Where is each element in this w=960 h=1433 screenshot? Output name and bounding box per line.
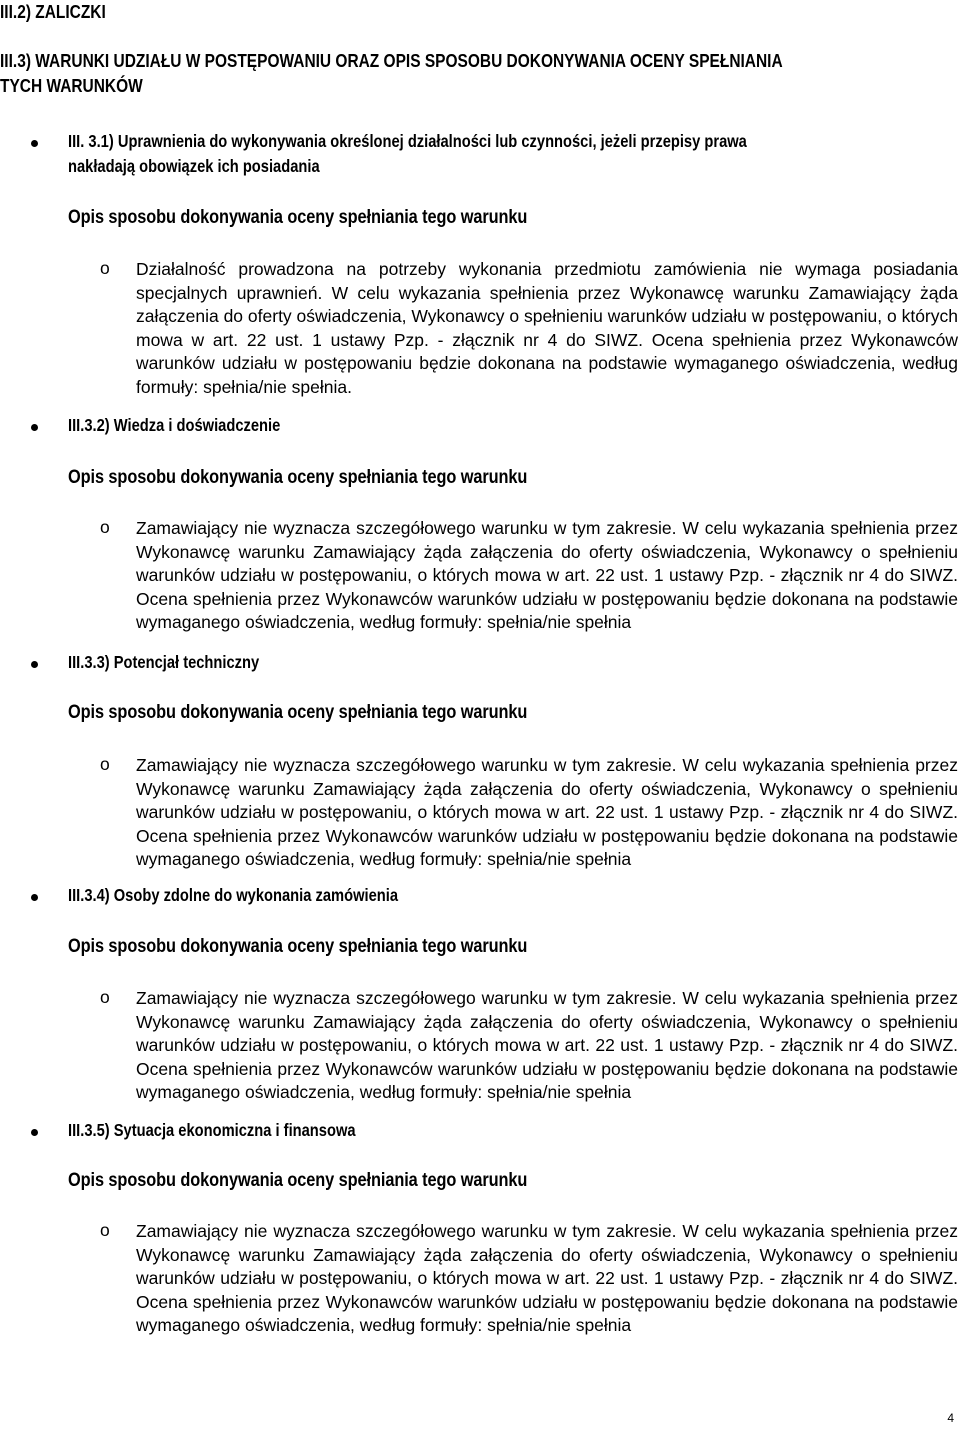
item-title-3-3: III.3.3) Potencjał techniczny: [68, 652, 260, 672]
bullet-icon: [31, 140, 38, 147]
section-heading-warunki-line2: TYCH WARUNKÓW: [0, 76, 143, 96]
opis-label: Opis sposobu dokonywania oceny spełniania tego warunku: [68, 207, 528, 228]
item-body-3-1: Działalność prowadzona na potrzeby wykonania przedmiotu zamówienia nie wymaga posiadania specjalnych uprawnień. W celu wykazania spełnienia przez Wykonawcę warunku Zamawiający żąda załączenia do oferty oświadczenia, Wykonawcy o spełnieniu warunków udziału w postępowaniu, o których mowa w art. 22 ust. 1 ustawy Pzp. - złącznik nr 4 do SIWZ. Ocena spełnienia przez Wykonawców warunków udziału w postępowaniu będzie dokonana na podstawie wymaganego oświadczenia, według formuły: spełnia/nie spełnia.: [136, 259, 958, 397]
item-title-3-1-line1: III. 3.1) Uprawnienia do wykonywania określonej działalności lub czynności, jeżeli przepisy prawa: [68, 131, 747, 151]
item-title-3-5: III.3.5) Sytuacja ekonomiczna i finansowa: [68, 1120, 356, 1140]
item-title-3-4: III.3.4) Osoby zdolne do wykonania zamówienia: [68, 885, 399, 905]
list-marker-o: o: [100, 258, 110, 278]
page-number: 4: [947, 1411, 954, 1425]
item-body-3-4: Zamawiający nie wyznacza szczegółowego warunku w tym zakresie. W celu wykazania spełnienia przez Wykonawcę warunku Zamawiający żąda załączenia do oferty oświadczenia, Wykonawcy o spełnieniu warunków udziału w postępowaniu, o których mowa w art. 22 ust. 1 ustawy Pzp. - złącznik nr 4 do SIWZ. Ocena spełnienia przez Wykonawców warunków udziału w postępowaniu będzie dokonana na podstawie wymaganego oświadczenia, według formuły: spełnia/nie spełnia: [136, 988, 958, 1102]
item-body-3-5: Zamawiający nie wyznacza szczegółowego warunku w tym zakresie. W celu wykazania spełnienia przez Wykonawcę warunku Zamawiający żąda załączenia do oferty oświadczenia, Wykonawcy o spełnieniu warunków udziału w postępowaniu, o których mowa w art. 22 ust. 1 ustawy Pzp. - złącznik nr 4 do SIWZ. Ocena spełnienia przez Wykonawców warunków udziału w postępowaniu będzie dokonana na podstawie wymaganego oświadczenia, według formuły: spełnia/nie spełnia: [136, 1221, 958, 1335]
item-body-3-2: Zamawiający nie wyznacza szczegółowego warunku w tym zakresie. W celu wykazania spełnienia przez Wykonawcę warunku Zamawiający żąda załączenia do oferty oświadczenia, Wykonawcy o spełnieniu warunków udziału w postępowaniu, o których mowa w art. 22 ust. 1 ustawy Pzp. - złącznik nr 4 do SIWZ. Ocena spełnienia przez Wykonawców warunków udziału w postępowaniu będzie dokonana na podstawie wymaganego oświadczenia, według formuły: spełnia/nie spełnia: [136, 518, 958, 632]
section-heading-warunki-line1: III.3) WARUNKI UDZIAŁU W POSTĘPOWANIU ORAZ OPIS SPOSOBU DOKONYWANIA OCENY SPEŁNIANIA: [0, 51, 783, 71]
item-title-3-1-line2: nakładają obowiązek ich posiadania: [68, 156, 320, 176]
section-heading-zaliczki: III.2) ZALICZKI: [0, 2, 106, 22]
list-marker-o: o: [100, 754, 110, 774]
list-marker-o: o: [100, 1220, 110, 1240]
opis-label: Opis sposobu dokonywania oceny spełniania tego warunku: [68, 467, 528, 488]
bullet-icon: [31, 661, 38, 668]
opis-label: Opis sposobu dokonywania oceny spełniania tego warunku: [68, 936, 528, 957]
opis-label: Opis sposobu dokonywania oceny spełniania tego warunku: [68, 702, 528, 723]
item-body-3-3: Zamawiający nie wyznacza szczegółowego warunku w tym zakresie. W celu wykazania spełnienia przez Wykonawcę warunku Zamawiający żąda załączenia do oferty oświadczenia, Wykonawcy o spełnieniu warunków udziału w postępowaniu, o których mowa w art. 22 ust. 1 ustawy Pzp. - złącznik nr 4 do SIWZ. Ocena spełnienia przez Wykonawców warunków udziału w postępowaniu będzie dokonana na podstawie wymaganego oświadczenia, według formuły: spełnia/nie spełnia: [136, 755, 958, 869]
list-marker-o: o: [100, 987, 110, 1007]
bullet-icon: [31, 1129, 38, 1136]
list-marker-o: o: [100, 517, 110, 537]
bullet-icon: [31, 894, 38, 901]
bullet-icon: [31, 424, 38, 431]
item-title-3-2: III.3.2) Wiedza i doświadczenie: [68, 415, 281, 435]
opis-label: Opis sposobu dokonywania oceny spełniania tego warunku: [68, 1170, 528, 1191]
